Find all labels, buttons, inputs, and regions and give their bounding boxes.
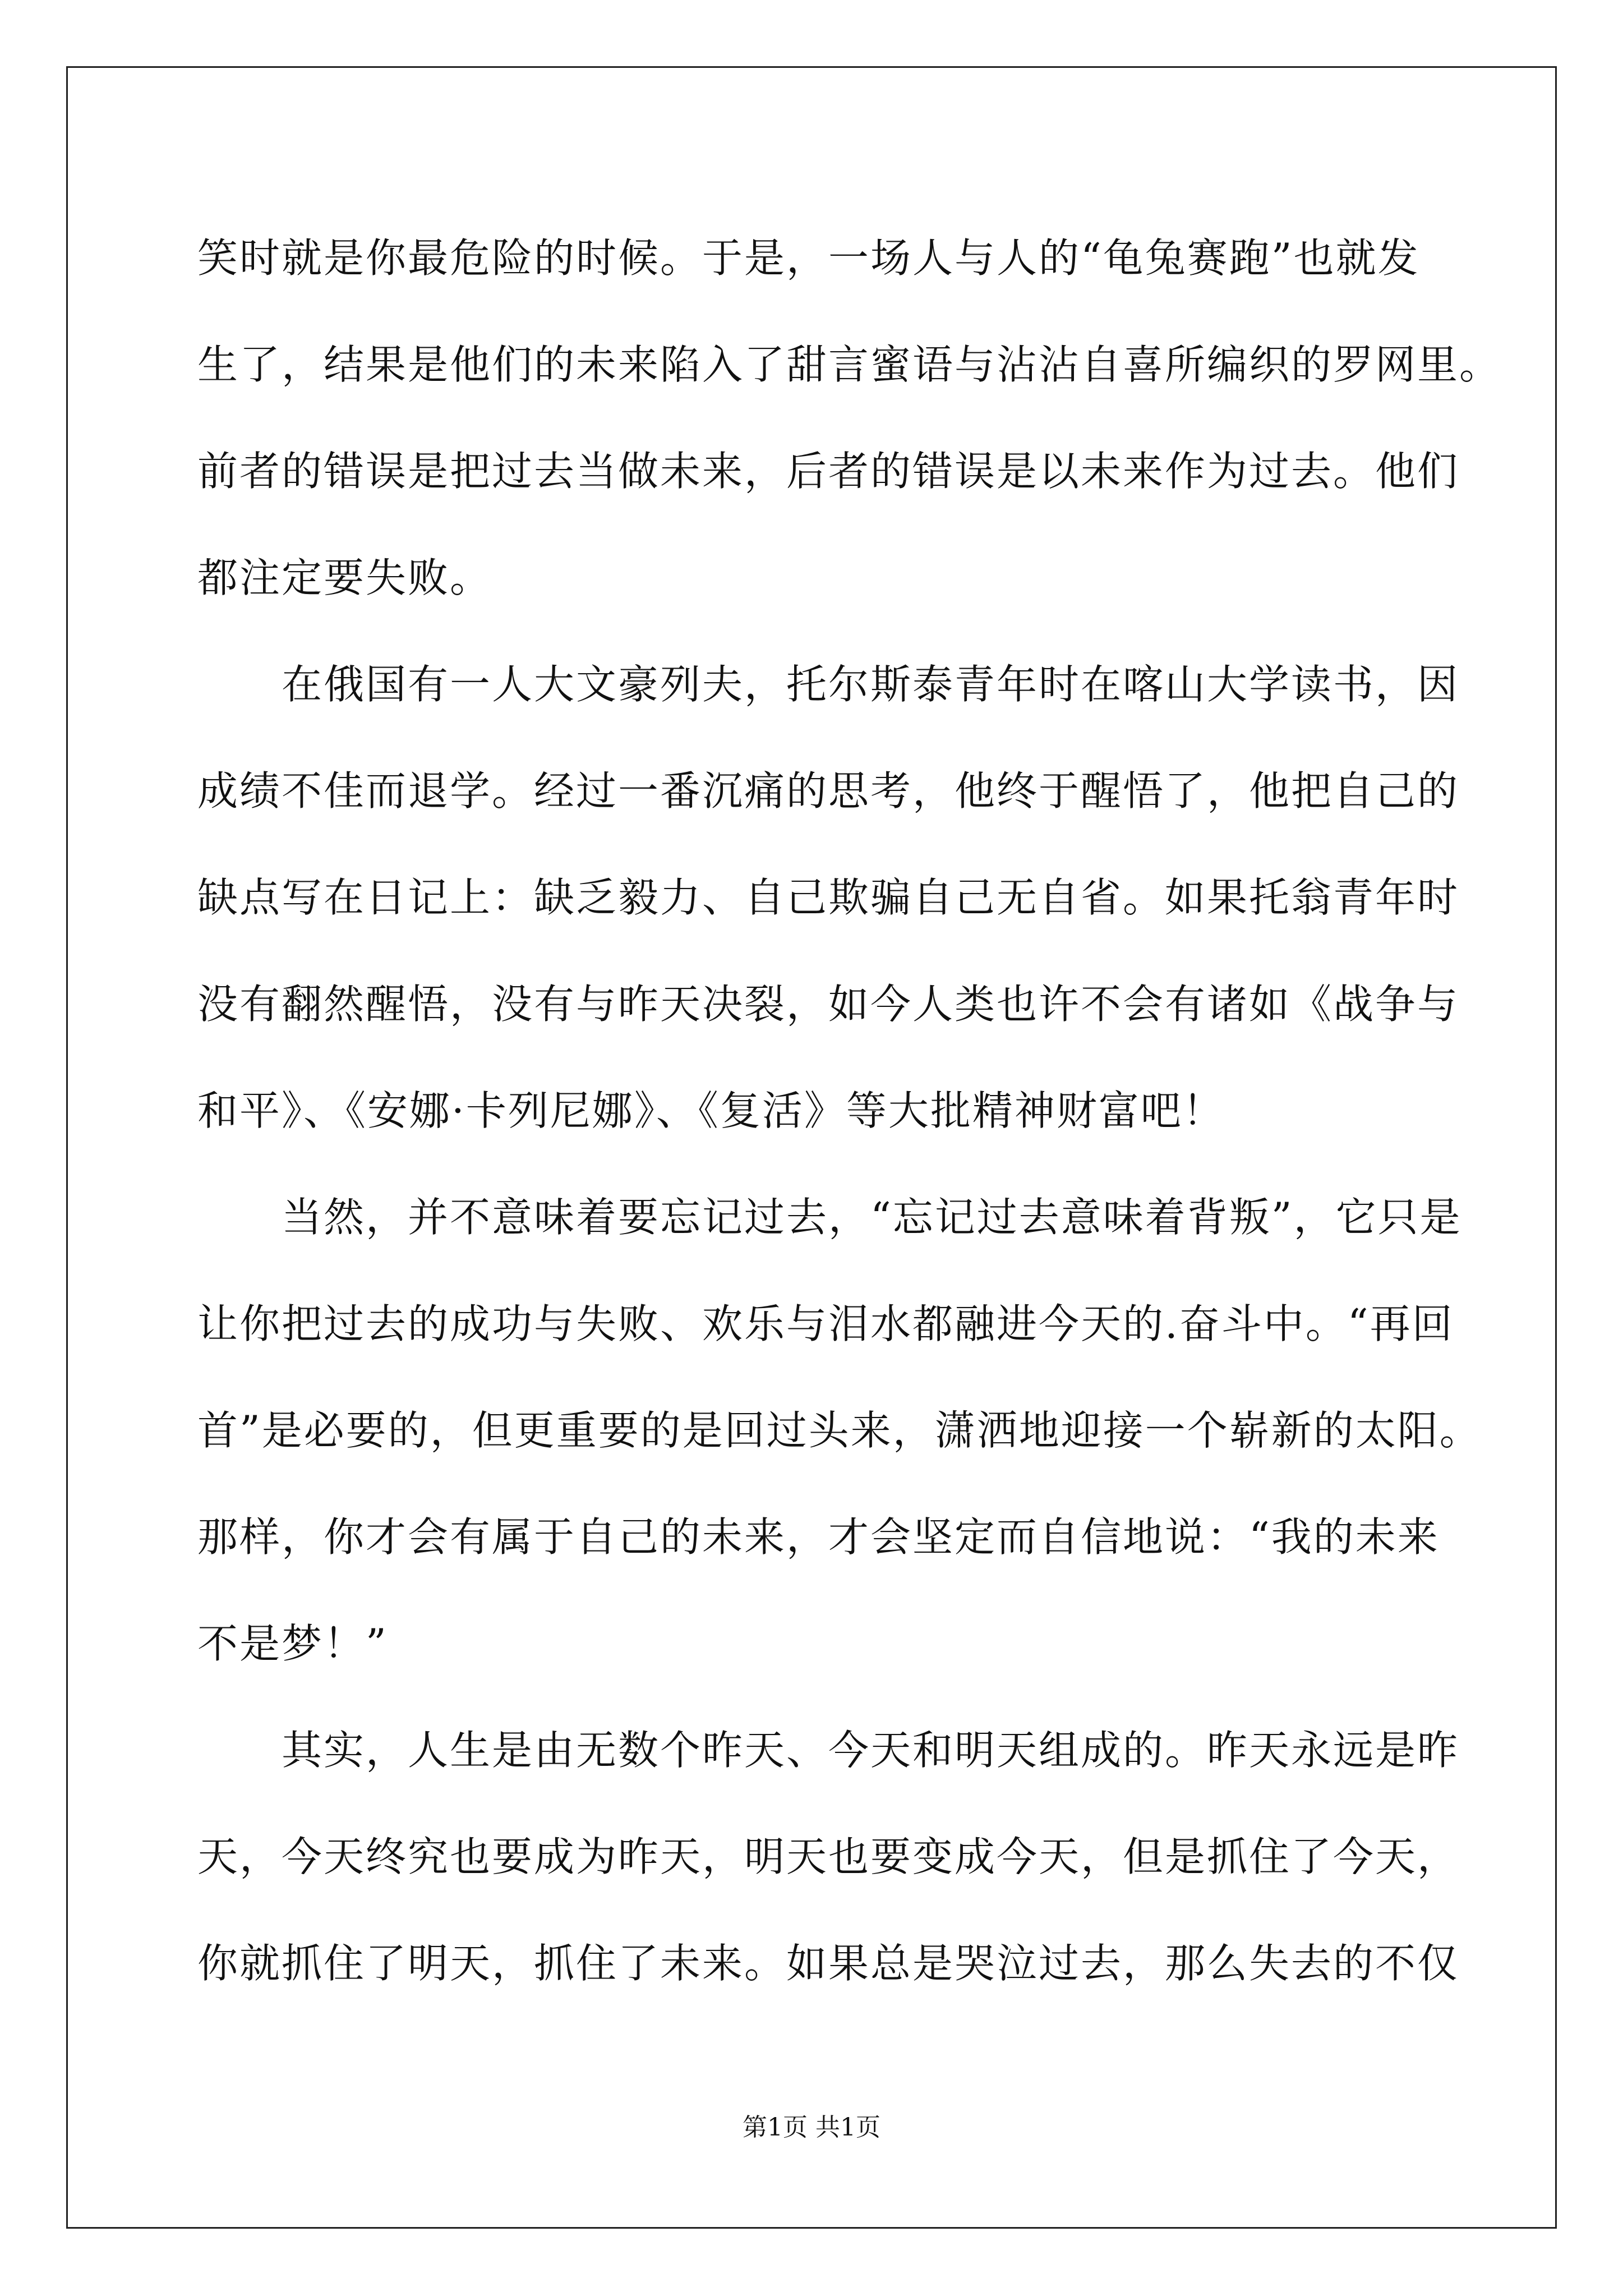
text-line: 笑时就是你最危险的时候。于是，一场人与人的“龟兔赛跑”也就发: [197, 234, 1420, 282]
text-line: 首”是必要的，但更重要的是回过头来，潇洒地迎接一个崭新的太阳。: [197, 1407, 1482, 1454]
text-line: 让你把过去的成功与失败、欢乐与泪水都融进今天的.奋斗中。“再回: [197, 1300, 1454, 1347]
text-line: 那样，你才会有属于自己的未来，才会坚定而自信地说：“我的未来: [197, 1513, 1440, 1561]
text-line: 前者的错误是把过去当做未来，后者的错误是以未来作为过去。他们: [197, 448, 1460, 495]
text-line: 不是梦！”: [197, 1620, 388, 1667]
text-line: 成绩不佳而退学。经过一番沉痛的思考，他终于醒悟了，他把自己的: [197, 767, 1460, 815]
text-line: 生了，结果是他们的未来陷入了甜言蜜语与沾沾自喜所编织的罗网里。: [197, 341, 1502, 388]
text-line: 都注定要失败。: [197, 554, 492, 601]
text-line: 缺点写在日记上：缺乏毅力、自己欺骗自己无自省。如果托翁青年时: [197, 874, 1460, 921]
paragraph-first-line: 其实，人生是由无数个昨天、今天和明天组成的。昨天永远是昨: [282, 1727, 1460, 1774]
document-body: [197, 205, 1502, 2017]
text-line: 没有翻然醒悟，没有与昨天决裂，如今人类也许不会有诸如《战争与: [197, 981, 1460, 1028]
text-line: 你就抓住了明天，抓住了未来。如果总是哭泣过去，那么失去的不仅: [197, 1940, 1460, 1987]
paragraph-first-line: 当然，并不意味着要忘记过去，“忘记过去意味着背叛”，它只是: [282, 1194, 1462, 1241]
text-line: 和平》、《安娜·卡列尼娜》、《复活》等大批精神财富吧！: [197, 1087, 1225, 1134]
text-line: 天，今天终究也要成为昨天，明天也要变成今天，但是抓住了今天，: [197, 1833, 1460, 1880]
page-footer: 第1页 共1页: [743, 2113, 880, 2142]
paragraph-first-line: 在俄国有一人大文豪列夫，托尔斯泰青年时在喀山大学读书，因: [282, 661, 1460, 708]
